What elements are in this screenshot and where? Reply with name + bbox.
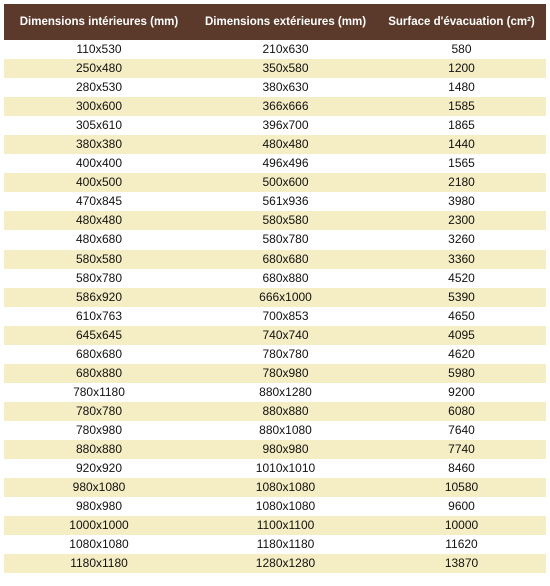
table-row <box>4 173 546 192</box>
evacuation-surface-cell: 13870 <box>377 554 546 573</box>
outer-dimensions-cell: 350x580 <box>194 59 377 78</box>
outer-dimensions-cell: 380x630 <box>194 78 377 97</box>
evacuation-surface-cell: 1865 <box>377 116 546 135</box>
outer-dimensions-cell: 1080x1080 <box>194 497 377 516</box>
inner-dimensions-cell: 980x1080 <box>4 478 194 497</box>
inner-dimensions-cell: 880x880 <box>4 440 194 459</box>
inner-dimensions-cell: 586x920 <box>4 288 194 307</box>
table-row <box>4 326 546 345</box>
evacuation-surface-cell: 6080 <box>377 402 546 421</box>
table-row <box>4 230 546 249</box>
outer-dimensions-cell: 366x666 <box>194 97 377 116</box>
table-row <box>4 288 546 307</box>
outer-dimensions-cell: 666x1000 <box>194 288 377 307</box>
outer-dimensions-cell: 1080x1080 <box>194 478 377 497</box>
evacuation-surface-cell: 1440 <box>377 135 546 154</box>
evacuation-surface-cell: 1480 <box>377 78 546 97</box>
header-inner-dimensions: Dimensions intérieures (mm) <box>4 4 194 40</box>
inner-dimensions-cell: 680x880 <box>4 364 194 383</box>
outer-dimensions-cell: 700x853 <box>194 307 377 326</box>
table-row <box>4 478 546 497</box>
evacuation-surface-cell: 3980 <box>377 192 546 211</box>
inner-dimensions-cell: 680x680 <box>4 345 194 364</box>
inner-dimensions-cell: 580x580 <box>4 250 194 269</box>
dimensions-table-container <box>4 4 546 573</box>
outer-dimensions-cell: 1280x1280 <box>194 554 377 573</box>
evacuation-surface-cell: 11620 <box>377 535 546 554</box>
inner-dimensions-cell: 1180x1180 <box>4 554 194 573</box>
table-row <box>4 211 546 230</box>
table-row <box>4 192 546 211</box>
table-body <box>4 40 546 573</box>
table-row <box>4 459 546 478</box>
table-row <box>4 307 546 326</box>
inner-dimensions-cell: 780x1180 <box>4 383 194 402</box>
evacuation-surface-cell: 2180 <box>377 173 546 192</box>
outer-dimensions-cell: 210x630 <box>194 40 377 59</box>
evacuation-surface-cell: 2300 <box>377 211 546 230</box>
inner-dimensions-cell: 305x610 <box>4 116 194 135</box>
table-row <box>4 135 546 154</box>
evacuation-surface-cell: 8460 <box>377 459 546 478</box>
outer-dimensions-cell: 680x680 <box>194 250 377 269</box>
evacuation-surface-cell: 4620 <box>377 345 546 364</box>
table-row <box>4 497 546 516</box>
table-row <box>4 402 546 421</box>
inner-dimensions-cell: 645x645 <box>4 326 194 345</box>
inner-dimensions-cell: 610x763 <box>4 307 194 326</box>
inner-dimensions-cell: 400x400 <box>4 154 194 173</box>
inner-dimensions-cell: 380x380 <box>4 135 194 154</box>
inner-dimensions-cell: 980x980 <box>4 497 194 516</box>
evacuation-surface-cell: 9200 <box>377 383 546 402</box>
outer-dimensions-cell: 580x780 <box>194 230 377 249</box>
outer-dimensions-cell: 880x1280 <box>194 383 377 402</box>
outer-dimensions-cell: 780x980 <box>194 364 377 383</box>
outer-dimensions-cell: 740x740 <box>194 326 377 345</box>
table-row <box>4 116 546 135</box>
header-row <box>4 4 546 40</box>
table-row <box>4 78 546 97</box>
outer-dimensions-cell: 480x480 <box>194 135 377 154</box>
table-row <box>4 554 546 573</box>
table-row <box>4 269 546 288</box>
outer-dimensions-cell: 980x980 <box>194 440 377 459</box>
table-row <box>4 516 546 535</box>
inner-dimensions-cell: 480x480 <box>4 211 194 230</box>
outer-dimensions-cell: 780x780 <box>194 345 377 364</box>
evacuation-surface-cell: 1585 <box>377 97 546 116</box>
outer-dimensions-cell: 1010x1010 <box>194 459 377 478</box>
inner-dimensions-cell: 780x780 <box>4 402 194 421</box>
table-row <box>4 250 546 269</box>
outer-dimensions-cell: 880x1080 <box>194 421 377 440</box>
inner-dimensions-cell: 580x780 <box>4 269 194 288</box>
table-row <box>4 40 546 59</box>
outer-dimensions-cell: 396x700 <box>194 116 377 135</box>
inner-dimensions-cell: 920x920 <box>4 459 194 478</box>
evacuation-surface-cell: 7740 <box>377 440 546 459</box>
dimensions-table <box>4 4 546 573</box>
outer-dimensions-cell: 1100x1100 <box>194 516 377 535</box>
table-row <box>4 383 546 402</box>
outer-dimensions-cell: 680x880 <box>194 269 377 288</box>
evacuation-surface-cell: 5980 <box>377 364 546 383</box>
table-row <box>4 440 546 459</box>
evacuation-surface-cell: 3360 <box>377 250 546 269</box>
inner-dimensions-cell: 250x480 <box>4 59 194 78</box>
inner-dimensions-cell: 480x680 <box>4 230 194 249</box>
table-row <box>4 421 546 440</box>
outer-dimensions-cell: 1180x1180 <box>194 535 377 554</box>
table-row <box>4 154 546 173</box>
outer-dimensions-cell: 561x936 <box>194 192 377 211</box>
inner-dimensions-cell: 470x845 <box>4 192 194 211</box>
inner-dimensions-cell: 400x500 <box>4 173 194 192</box>
inner-dimensions-cell: 1000x1000 <box>4 516 194 535</box>
evacuation-surface-cell: 4650 <box>377 307 546 326</box>
inner-dimensions-cell: 280x530 <box>4 78 194 97</box>
inner-dimensions-cell: 780x980 <box>4 421 194 440</box>
evacuation-surface-cell: 10580 <box>377 478 546 497</box>
table-row <box>4 59 546 78</box>
evacuation-surface-cell: 5390 <box>377 288 546 307</box>
evacuation-surface-cell: 4095 <box>377 326 546 345</box>
evacuation-surface-cell: 4520 <box>377 269 546 288</box>
inner-dimensions-cell: 300x600 <box>4 97 194 116</box>
evacuation-surface-cell: 580 <box>377 40 546 59</box>
inner-dimensions-cell: 1080x1080 <box>4 535 194 554</box>
table-row <box>4 97 546 116</box>
table-row <box>4 364 546 383</box>
evacuation-surface-cell: 10000 <box>377 516 546 535</box>
table-header <box>4 4 546 40</box>
outer-dimensions-cell: 500x600 <box>194 173 377 192</box>
outer-dimensions-cell: 880x880 <box>194 402 377 421</box>
header-evacuation-surface: Surface d'évacuation (cm²) <box>377 4 546 40</box>
header-outer-dimensions: Dimensions extérieures (mm) <box>194 4 377 40</box>
inner-dimensions-cell: 110x530 <box>4 40 194 59</box>
evacuation-surface-cell: 1565 <box>377 154 546 173</box>
evacuation-surface-cell: 3260 <box>377 230 546 249</box>
evacuation-surface-cell: 1200 <box>377 59 546 78</box>
evacuation-surface-cell: 9600 <box>377 497 546 516</box>
outer-dimensions-cell: 580x580 <box>194 211 377 230</box>
evacuation-surface-cell: 7640 <box>377 421 546 440</box>
table-row <box>4 535 546 554</box>
table-row <box>4 345 546 364</box>
outer-dimensions-cell: 496x496 <box>194 154 377 173</box>
